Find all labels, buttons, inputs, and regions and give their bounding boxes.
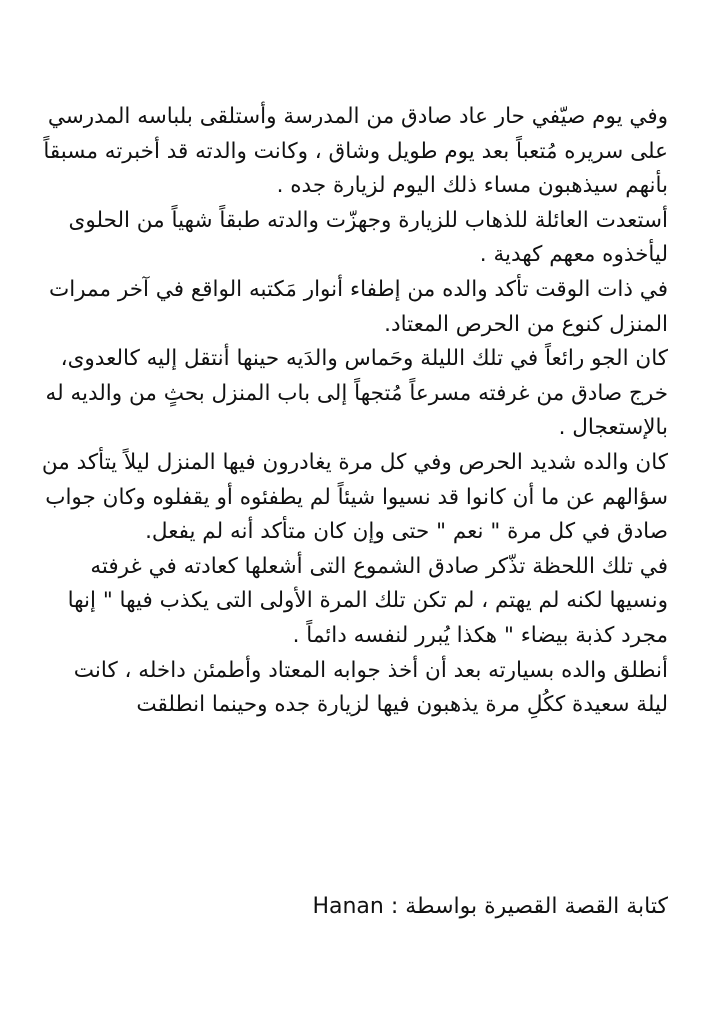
story-paragraph-4: كان الجو رائعاً في تلك الليلة وحَماس والدَيه حينها أنتقل إليه كالعدوى، خرج صادق من غرفته مسرعاً مُتجهاً إلى باب المنزل بحثٍ من والديه له بالإستعجال . bbox=[45, 346, 668, 441]
story-paragraph-5: كان والده شديد الحرص وفي كل مرة يغادرون فيها المنزل ليلاً يتأكد من سؤالهم عن ما أن كانوا قد نسيوا شيئاً لم يطفئوه أو يقفلوه وكان جواب صادق في كل مرة " نعم " حتى وإن كان متأكد أنه لم يفعل. bbox=[41, 449, 668, 545]
story-paragraph-2: أستعدت العائلة للذهاب للزيارة وجهزّت والدته طبقاً شهياً من الحلوى ليأخذوه معهم كهدية . bbox=[68, 207, 668, 268]
author-credit: كتابة القصة القصيرة بواسطة : Hanan bbox=[312, 894, 668, 919]
story-body bbox=[40, 100, 668, 723]
story-paragraph-7: أنطلق والده بسيارته بعد أن أخذ جوابه المعتاد وأطمئن داخله ، كانت ليلة سعيدة ككُلِ مرة يذهبون فيها لزيارة جده وحينما انطلقت bbox=[73, 657, 668, 718]
story-paragraph-1: وفي يوم صيّفي حار عاد صادق من المدرسة وأستلقى بلباسه المدرسي على سريره مُتعباً بعد يوم طويل وشاق ، وكانت والدته قد أخبرته مسبقاً بأنهم سيذهبون مساء ذلك اليوم لزيارة جده . bbox=[43, 104, 668, 199]
story-paragraph-3: في ذات الوقت تأكد والده من إطفاء أنوار مَكتبه الواقع في آخر ممرات المنزل كنوع من الحرص المعتاد. bbox=[48, 276, 668, 337]
story-paragraph-6: في تلك اللحظة تذّكر صادق الشموع التى أشعلها كعادته في غرفته ونسيها لكنه لم يهتم ، لم تكن تلك المرة الأولى التى يكذب فيها " إنها مجرد كذبة بيضاء " هكذا يُبرر لنفسه دائماً . bbox=[67, 553, 668, 648]
